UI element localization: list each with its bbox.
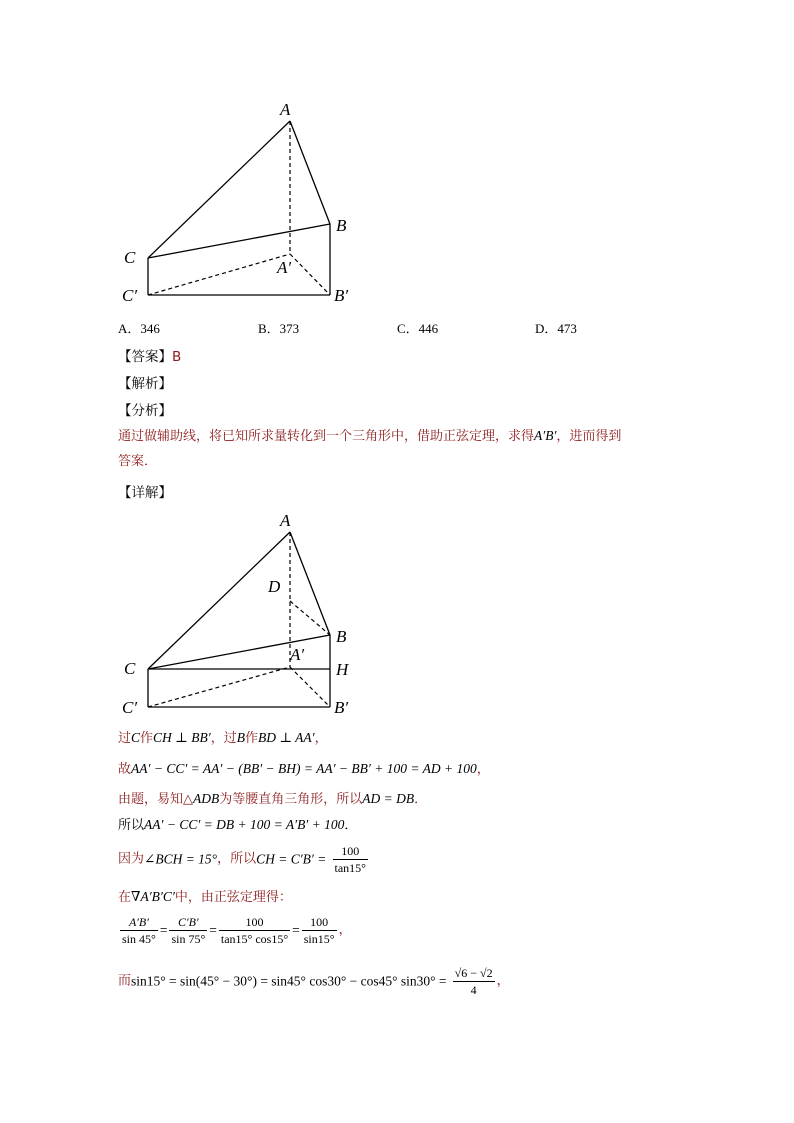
option-b: B．373 xyxy=(258,321,300,336)
step-8: 而sin15° = sin(45° − 30°) = sin45° cos30° − cos45° sin30° = $\frac{√6 - √2}{4}$ ， xyxy=(118,966,510,997)
figure-1-prism xyxy=(110,95,370,315)
edge-CA-prime xyxy=(148,667,290,707)
label-B: B xyxy=(336,216,347,235)
label-C: C xyxy=(124,659,136,678)
option-d: D．473 xyxy=(535,321,577,336)
step-1: 过C作CH ⊥ BB′，过B作BD ⊥ AA′， xyxy=(118,730,328,746)
label-B-prime: B′ xyxy=(334,286,349,305)
label-A: A xyxy=(280,511,291,530)
edge-AB-prime xyxy=(290,667,330,707)
edge-AB xyxy=(290,121,330,224)
step-3: 由题，易知△ADB为等腰直角三角形，所以AD = DB． xyxy=(118,791,428,807)
label-A-prime: A′ xyxy=(277,258,292,277)
step-4: 所以AA′ − CC′ = DB + 100 = A′B′ + 100． xyxy=(118,817,358,833)
label-H: H xyxy=(336,660,349,679)
answer-tag: 【答案】 xyxy=(118,349,172,365)
answer-line xyxy=(118,345,181,365)
label-D: D xyxy=(268,577,281,596)
step-5: 因为∠BCH = 15°，所以CH = C′B′ = $\frac{100}{\tan 15^\circ}$ xyxy=(118,844,366,875)
fraction-sqrt6-sqrt2-over-4: $\frac{√6 - √2}{4}$ xyxy=(454,966,493,997)
option-c: C．446 xyxy=(397,321,439,336)
edge-AB xyxy=(290,532,330,635)
detail-tag: 【详解】 xyxy=(118,485,172,501)
analysis-tag: 【解析】 xyxy=(118,376,172,392)
figure-2-prism xyxy=(110,508,370,723)
option-a: A．346 xyxy=(118,321,160,336)
fraction-100-tan15: $\frac{100}{\tan 15^\circ}$ xyxy=(334,844,366,875)
edge-CB xyxy=(148,224,330,258)
label-A-prime: A′ xyxy=(290,645,305,664)
label-A: A xyxy=(280,100,291,119)
edge-CA-prime xyxy=(148,254,290,295)
label-C-prime: C′ xyxy=(122,286,138,305)
edge-AB-prime xyxy=(290,254,330,295)
edge-AC xyxy=(148,121,290,258)
label-C: C xyxy=(124,248,136,267)
edge-AC xyxy=(148,532,290,669)
fenxi-text-line-1: 通过做辅助线，将已知所求量转化到一个三角形中，借助正弦定理，求得A′B′，进而得到 xyxy=(118,428,622,444)
label-C-prime: C′ xyxy=(122,698,138,717)
step-2: 故AA′ − CC′ = AA′ − (BB′ − BH) = AA′ − BB′ + 100 = AD + 100， xyxy=(118,761,490,777)
answer-value: B xyxy=(172,349,182,365)
fenxi-tag: 【分析】 xyxy=(118,403,172,419)
step-6: 在∇A′B′C′中，由正弦定理得： xyxy=(118,889,292,905)
label-B: B xyxy=(336,627,347,646)
fenxi-text-line-2: 答案． xyxy=(118,454,158,469)
step-7: $\frac{A'B'}{\sin 45^\circ}$ = $\frac{C'B'}{\sin 75^\circ}$ = $\frac{100}{\tan 15^\circ \cos 15^\circ}$ = $\frac{100}{\sin 15^\circ}$ ， xyxy=(122,915,352,946)
label-B-prime: B′ xyxy=(334,698,349,717)
